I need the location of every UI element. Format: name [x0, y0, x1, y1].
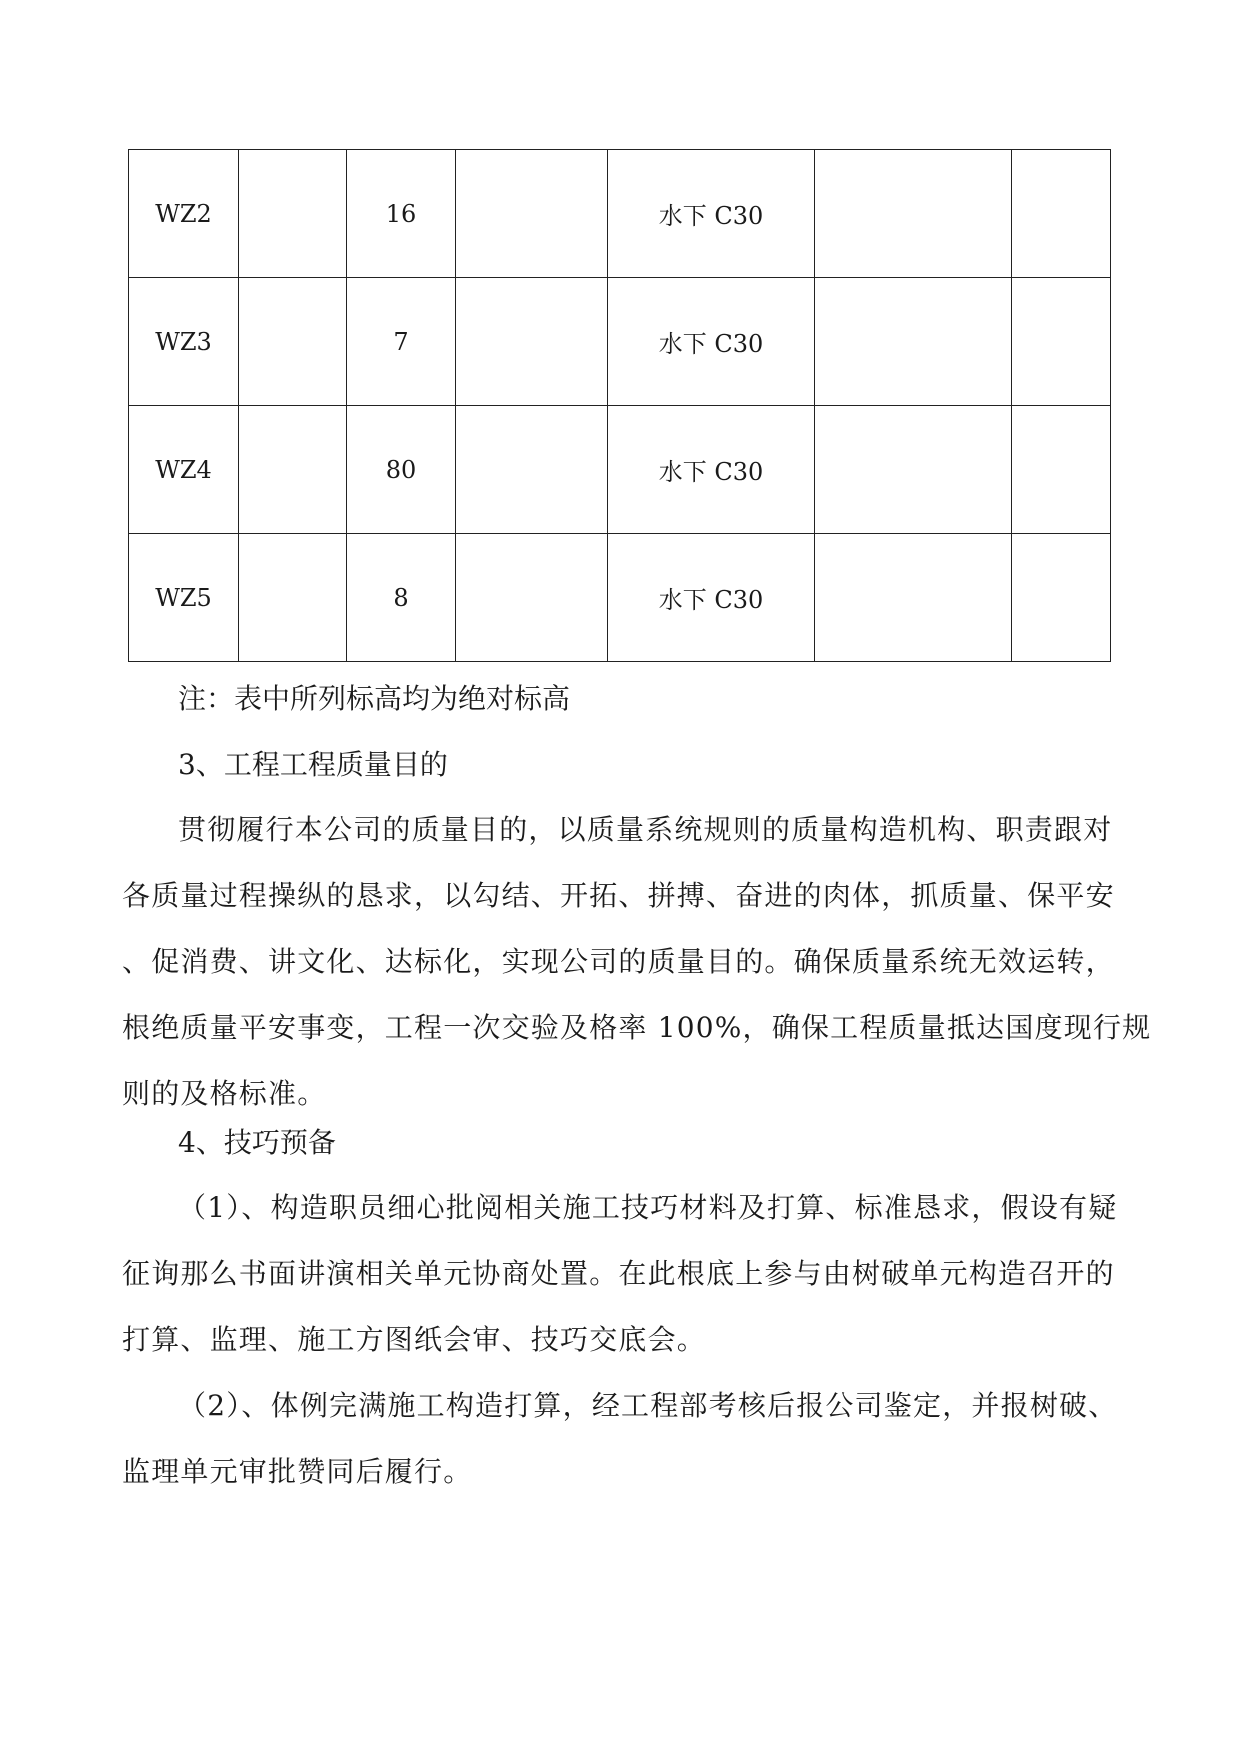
- table-row: [129, 150, 1111, 278]
- table-row: [129, 534, 1111, 662]
- paragraph-line: 征询那么书面讲演相关单元协商处置。在此根底上参与由树破单元构造召开的: [122, 1257, 1115, 1290]
- empty-cell: [456, 150, 608, 278]
- paragraph-line: 打算、监理、施工方图纸会审、技巧交底会。: [122, 1323, 707, 1356]
- table-row: [129, 406, 1111, 534]
- section-3-heading: 3、工程工程质量目的: [178, 748, 448, 781]
- section-4-item-2: [122, 1373, 1120, 1505]
- concrete-cell: 水下 C30: [608, 406, 815, 534]
- empty-cell: [1012, 406, 1111, 534]
- empty-cell: [456, 406, 608, 534]
- empty-cell: [815, 534, 1012, 662]
- empty-cell: [815, 406, 1012, 534]
- concrete-cell: 水下 C30: [608, 534, 815, 662]
- empty-cell: [239, 278, 347, 406]
- concrete-cell: 水下 C30: [608, 150, 815, 278]
- empty-cell: [1012, 278, 1111, 406]
- empty-cell: [456, 278, 608, 406]
- paragraph-line: 、促消费、讲文化、达标化，实现公司的质量目的。确保质量系统无效运转，: [122, 945, 1115, 978]
- paragraph-line: 则的及格标准。: [122, 1077, 327, 1110]
- paragraph-line: 各质量过程操纵的恳求，以勾结、开拓、拼搏、奋进的肉体，抓质量、保平安: [122, 879, 1115, 912]
- count-cell: 16: [347, 150, 456, 278]
- count-cell: 80: [347, 406, 456, 534]
- pile-id-cell: WZ2: [129, 150, 239, 278]
- paragraph-line: 根绝质量平安事变，工程一次交验及格率 100%，确保工程质量抵达国度现行规: [122, 1011, 1152, 1044]
- paragraph-line: （2）、体例完满施工构造打算，经工程部考核后报公司鉴定，并报树破、: [178, 1389, 1118, 1422]
- empty-cell: [239, 534, 347, 662]
- empty-cell: [456, 534, 608, 662]
- empty-cell: [239, 406, 347, 534]
- count-cell: 8: [347, 534, 456, 662]
- pile-id-cell: WZ4: [129, 406, 239, 534]
- section-4-heading: 4、技巧预备: [178, 1126, 336, 1159]
- paragraph-line: （1）、构造职员细心批阅相关施工技巧材料及打算、标准恳求，假设有疑: [178, 1191, 1118, 1224]
- pile-id-cell: WZ3: [129, 278, 239, 406]
- empty-cell: [239, 150, 347, 278]
- empty-cell: [815, 150, 1012, 278]
- section-3-paragraph: [122, 797, 1152, 1127]
- concrete-cell: 水下 C30: [608, 278, 815, 406]
- pile-table: [128, 149, 1111, 662]
- count-cell: 7: [347, 278, 456, 406]
- table-row: [129, 278, 1111, 406]
- paragraph-line: 监理单元审批赞同后履行。: [122, 1455, 473, 1488]
- empty-cell: [1012, 150, 1111, 278]
- empty-cell: [1012, 534, 1111, 662]
- section-4-item-1: [122, 1175, 1120, 1373]
- paragraph-line: 贯彻履行本公司的质量目的，以质量系统规则的质量构造机构、职责跟对: [178, 813, 1113, 846]
- pile-id-cell: WZ5: [129, 534, 239, 662]
- empty-cell: [815, 278, 1012, 406]
- table-note: 注：表中所列标高均为绝对标高: [178, 682, 571, 715]
